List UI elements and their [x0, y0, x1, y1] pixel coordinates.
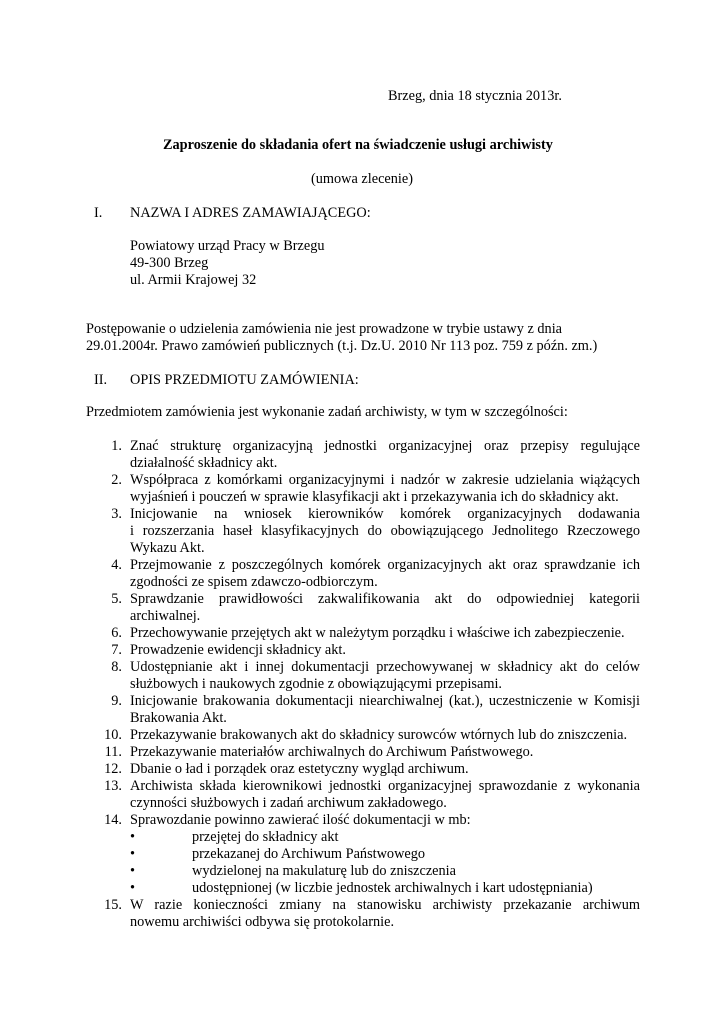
list-item-text: Sprawozdanie powinno zawierać ilość dokumentacji w mb: — [130, 812, 471, 828]
list-item-text: służbowych i naukowych zgodnie z obowiązującymi przepisami. — [130, 676, 503, 692]
address-line: 49-300 Brzeg — [130, 255, 209, 271]
list-item-text: W razie konieczności zmiany na stanowisku archiwisty przekazanie archiwum — [130, 897, 640, 913]
list-item-text: i rozszerzania haseł klasyfikacyjnych do obowiązującego Jednolitego Rzeczowego — [130, 523, 640, 539]
list-item-text: wyjaśnień i pouczeń w sprawie klasyfikacji akt i przekazywania ich do składnicy akt. — [130, 489, 619, 505]
list-item-text: Przekazywanie materiałów archiwalnych do Archiwum Państwowego. — [130, 744, 534, 760]
bullet-item: przekazanej do Archiwum Państwowego — [192, 846, 426, 862]
list-item-text: Udostępnianie akt i innej dokumentacji przechowywanej w składnicy akt do celów — [130, 659, 640, 675]
list-item-text: Inicjowanie brakowania dokumentacji niearchiwalnej (kat.), uczestniczenie w Komisji — [130, 693, 640, 709]
list-item-number: 12. — [104, 761, 122, 777]
list-item-number: 4. — [111, 557, 122, 573]
list-item-number: 15. — [104, 897, 122, 913]
section-2-number: II. — [94, 372, 108, 388]
list-item-number: 7. — [111, 642, 122, 658]
bullet-icon: • — [130, 880, 136, 896]
document-title: Zaproszenie do składania ofert na świadczenie usługi archiwisty — [163, 137, 553, 153]
document-subtitle: (umowa zlecenie) — [311, 171, 414, 187]
notice-line: Postępowanie o udzielenia zamówienia nie jest prowadzone w trybie ustawy z dnia — [86, 321, 563, 337]
list-item-number: 6. — [111, 625, 122, 641]
section-1-heading: NAZWA I ADRES ZAMAWIAJĄCEGO: — [130, 205, 371, 221]
list-item-text: nowemu archiwiści odbywa się protokolarnie. — [130, 914, 395, 930]
list-item-number: 9. — [111, 693, 122, 709]
notice-line: 29.01.2004r. Prawo zamówień publicznych (t.j. Dz.U. 2010 Nr 113 poz. 759 z późn. zm.) — [86, 338, 598, 354]
list-item-text: Inicjowanie na wniosek kierowników komórek organizacyjnych dodawania — [130, 506, 640, 522]
list-item-text: zgodności ze spisem zdawczo-odbiorczym. — [130, 574, 378, 590]
list-item-number: 3. — [111, 506, 122, 522]
list-item-number: 5. — [111, 591, 122, 607]
section-1-number: I. — [94, 205, 103, 221]
bullet-item: udostępnionej (w liczbie jednostek archiwalnych i kart udostępniania) — [192, 880, 593, 896]
list-item-text: Sprawdzanie prawidłowości zakwalifikowania akt do odpowiedniej kategorii — [130, 591, 640, 607]
list-item-text: Przekazywanie brakowanych akt do składnicy surowców wtórnych lub do zniszczenia. — [130, 727, 628, 743]
address-line: Powiatowy urząd Pracy w Brzegu — [130, 238, 325, 254]
list-item-text: archiwalnej. — [130, 608, 201, 624]
list-item-text: działalność składnicy akt. — [130, 455, 278, 471]
list-item-text: Brakowania Akt. — [130, 710, 227, 726]
list-item-text: Wykazu Akt. — [130, 540, 205, 556]
bullet-item: przejętej do składnicy akt — [192, 829, 339, 845]
address-line: ul. Armii Krajowej 32 — [130, 272, 257, 288]
list-item-text: Archiwista składa kierownikowi jednostki organizacyjnej sprawozdanie z wykonania — [130, 778, 640, 794]
list-item-text: Współpraca z komórkami organizacyjnymi i nadzór w zakresie udzielania wiążących — [130, 472, 640, 488]
list-item-number: 1. — [111, 438, 122, 454]
list-item-number: 14. — [104, 812, 122, 828]
list-item-text: Znać strukturę organizacyjną jednostki organizacyjnej oraz przepisy regulujące — [130, 438, 640, 454]
list-item-text: Dbanie o ład i porządek oraz estetyczny wygląd archiwum. — [130, 761, 469, 777]
list-item-number: 8. — [111, 659, 122, 675]
list-item-number: 10. — [104, 727, 122, 743]
list-item-text: Przechowywanie przejętych akt w należytym porządku i właściwe ich zabezpieczenie. — [130, 625, 625, 641]
date-line: Brzeg, dnia 18 stycznia 2013r. — [388, 88, 562, 104]
list-item-text: Przejmowanie z poszczególnych komórek organizacyjnych akt oraz sprawdzanie ich — [130, 557, 640, 573]
bullet-item: wydzielonej na makulaturę lub do zniszczenia — [192, 863, 456, 879]
bullet-icon: • — [130, 846, 136, 862]
bullet-icon: • — [130, 863, 136, 879]
list-item-number: 13. — [104, 778, 122, 794]
section-2-heading: OPIS PRZEDMIOTU ZAMÓWIENIA: — [130, 372, 359, 388]
list-item-number: 11. — [104, 744, 122, 760]
list-item-text: Prowadzenie ewidencji składnicy akt. — [130, 642, 346, 658]
section-2-intro: Przedmiotem zamówienia jest wykonanie zadań archiwisty, w tym w szczególności: — [86, 404, 568, 420]
list-item-number: 2. — [111, 472, 122, 488]
bullet-icon: • — [130, 829, 136, 845]
list-item-text: czynności służbowych i zadań archiwum zakładowego. — [130, 795, 447, 811]
